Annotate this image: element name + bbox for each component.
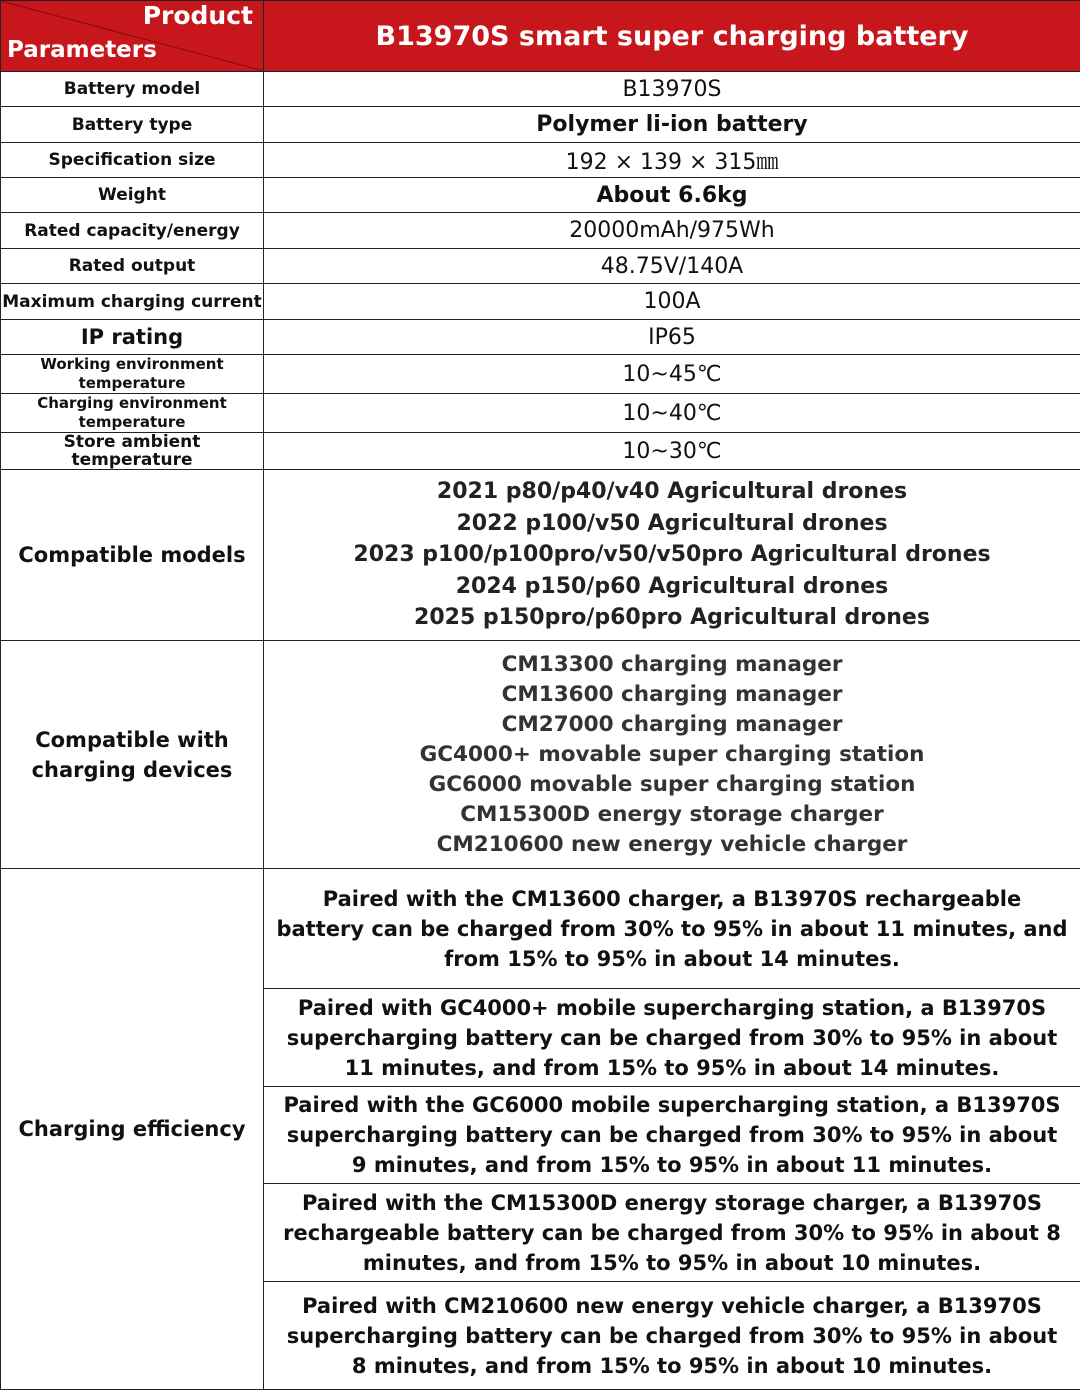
row-battery-model <box>1 72 1080 107</box>
value-compatible-models <box>264 470 1080 641</box>
charger-item: GC6000 movable super charging station <box>264 770 1080 800</box>
label-compatible-chargers <box>1 641 264 869</box>
label-spec-size: Specification size <box>1 143 264 178</box>
value-rated-output: 48.75V/140A <box>264 249 1080 284</box>
efficiency-item: Paired with the CM13600 charger, a B13970S rechargeable battery can be charged from 30% to 95% in about 11 minutes, and from 15% to 95% in about 14 minutes. <box>264 869 1080 989</box>
row-ip-rating <box>1 320 1080 355</box>
label-battery-type: Battery type <box>1 107 264 143</box>
compatible-model-item: 2024 p150/p60 Agricultural drones <box>264 571 1080 603</box>
label-rated-capacity: Rated capacity/energy <box>1 213 264 249</box>
value-rated-capacity: 20000mAh/975Wh <box>264 213 1080 249</box>
value-ip-rating: IP65 <box>264 320 1080 355</box>
row-spec-size <box>1 143 1080 178</box>
charger-item: CM13300 charging manager <box>264 650 1080 680</box>
efficiency-item: Paired with the GC6000 mobile supercharging station, a B13970S supercharging battery can be charged from 30% to 95% in about 9 minutes, and from 15% to 95% in about 11 minutes. <box>264 1087 1080 1184</box>
label-working-temp: Working environment temperature <box>1 355 264 394</box>
efficiency-item: Paired with the CM15300D energy storage charger, a B13970S rechargeable battery can be charged from 30% to 95% in about 8 minutes, and from 15% to 95% in about 10 minutes. <box>264 1184 1080 1282</box>
compatible-model-item: 2021 p80/p40/v40 Agricultural drones <box>264 476 1080 508</box>
corner-header-cell <box>1 1 264 72</box>
row-rated-output <box>1 249 1080 284</box>
row-weight <box>1 178 1080 213</box>
efficiency-item: Paired with CM210600 new energy vehicle charger, a B13970S supercharging battery can be charged from 30% to 95% in about 8 minutes, and from 15% to 95% in about 10 minutes. <box>264 1282 1080 1390</box>
value-compatible-chargers <box>264 641 1080 869</box>
row-compatible-chargers <box>1 641 1080 869</box>
value-weight: About 6.6kg <box>264 178 1080 213</box>
label-compatible-chargers-line2: charging devices <box>1 755 263 785</box>
compatible-model-item: 2023 p100/p100pro/v50/v50pro Agricultural drones <box>264 539 1080 571</box>
row-efficiency-1 <box>1 869 1080 989</box>
label-compatible-models: Compatible models <box>1 470 264 641</box>
row-max-charging-current <box>1 284 1080 320</box>
value-working-temp: 10~45℃ <box>264 355 1080 394</box>
compatible-model-item: 2022 p100/v50 Agricultural drones <box>264 508 1080 540</box>
table-title: B13970S smart super charging battery <box>264 1 1080 72</box>
compatible-model-item: 2025 p150pro/p60pro Agricultural drones <box>264 602 1080 634</box>
row-battery-type <box>1 107 1080 143</box>
row-charging-temp <box>1 394 1080 433</box>
charger-item: CM13600 charging manager <box>264 680 1080 710</box>
label-compatible-chargers-line1: Compatible with <box>1 725 263 755</box>
charger-item: CM210600 new energy vehicle charger <box>264 830 1080 860</box>
corner-parameters-label: Parameters <box>7 37 157 63</box>
charger-item: CM27000 charging manager <box>264 710 1080 740</box>
label-battery-model: Battery model <box>1 72 264 107</box>
label-ip-rating: IP rating <box>1 320 264 355</box>
value-store-temp: 10~30℃ <box>264 433 1080 470</box>
value-charging-temp: 10~40℃ <box>264 394 1080 433</box>
row-store-temp <box>1 433 1080 470</box>
value-max-charging-current: 100A <box>264 284 1080 320</box>
charger-item: CM15300D energy storage charger <box>264 800 1080 830</box>
label-store-temp: Store ambient temperature <box>1 433 264 470</box>
label-charging-efficiency: Charging efficiency <box>1 869 264 1390</box>
corner-product-label: Product <box>143 1 253 30</box>
value-battery-type: Polymer li-ion battery <box>264 107 1080 143</box>
label-charging-temp: Charging environment temperature <box>1 394 264 433</box>
value-battery-model: B13970S <box>264 72 1080 107</box>
row-rated-capacity <box>1 213 1080 249</box>
header-row <box>1 1 1080 72</box>
efficiency-item: Paired with GC4000+ mobile supercharging station, a B13970S supercharging battery can be charged from 30% to 95% in about 11 minutes, and from 15% to 95% in about 14 minutes. <box>264 989 1080 1087</box>
label-max-charging-current: Maximum charging current <box>1 284 264 320</box>
charger-item: GC4000+ movable super charging station <box>264 740 1080 770</box>
label-weight: Weight <box>1 178 264 213</box>
value-spec-size: 192 × 139 × 315㎜ <box>264 143 1080 178</box>
row-working-temp <box>1 355 1080 394</box>
row-compatible-models <box>1 470 1080 641</box>
label-rated-output: Rated output <box>1 249 264 284</box>
